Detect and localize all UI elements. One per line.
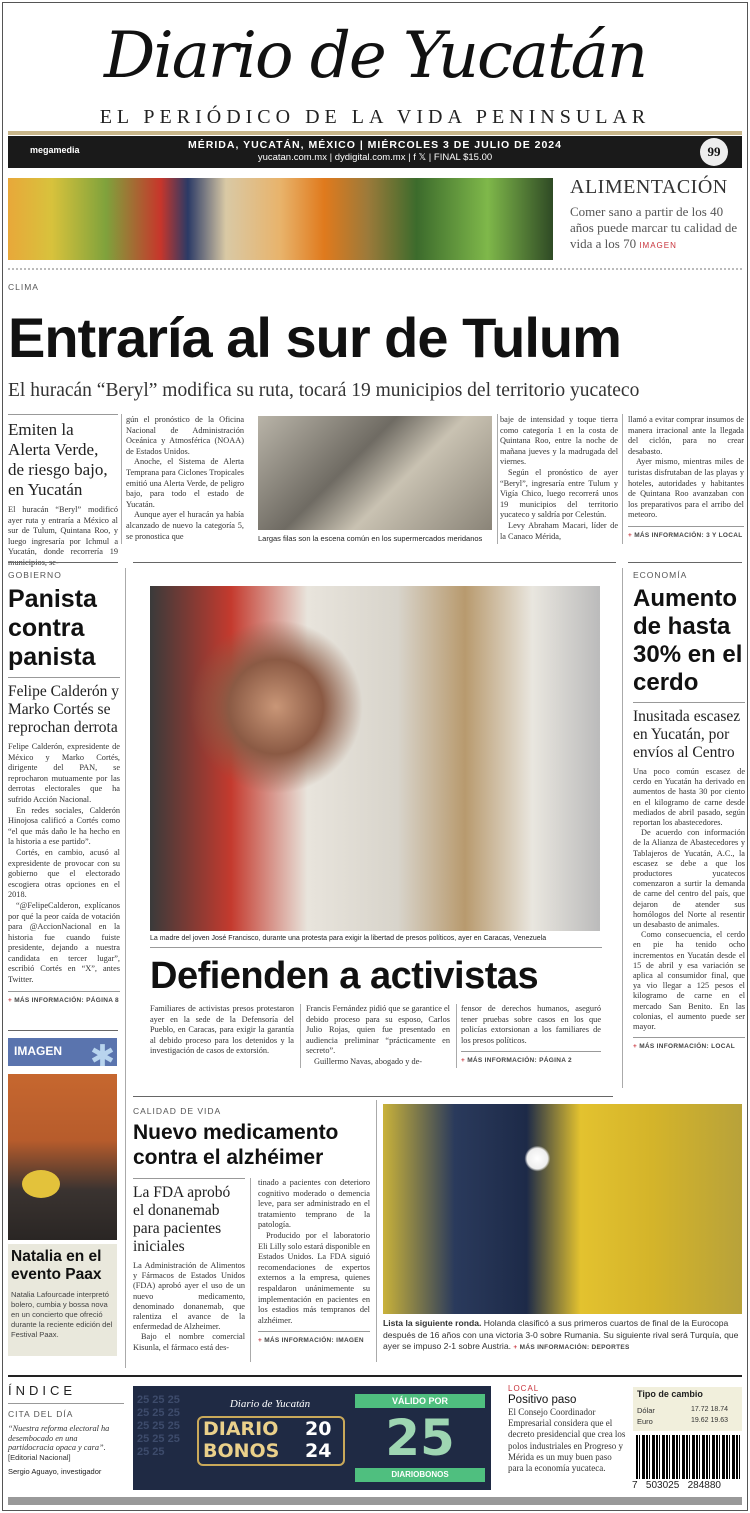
local-headline[interactable]: Positivo paso [508,1394,577,1406]
diariobonos-ad[interactable]: 25 25 25 25 25 25 25 25 25 25 25 25 25 25 Diario de Yucatán DIARIO BONOS 20 24 VÁLIDO POR 25 DIARIOBONOS [133,1386,491,1490]
gobierno-subhead: Felipe Calderón y Marko Cortés se reprochan derrota [8,683,120,736]
dateline: MÉRIDA, YUCATÁN, MÉXICO | MIÉRCOLES 3 DE JULIO DE 2024 [188,139,562,151]
salud-col1: La Administración de Alimentos y Fármacos de Estados Unidos (FDA) aprobó ayer el uso de un nuevo medicamento, denominado donanemab, que ralentiza el avance de la enfermedad de Alzheimer. Bajo el nombre comercial Kisunla, el fármaco está des- [133,1261,245,1352]
lead-subhead: Emiten la Alerta Verde, de riesgo bajo, en Yucatán [8,420,108,499]
salud-more-info[interactable]: + MÁS INFORMACIÓN: IMAGEN [258,1337,364,1345]
cita-label: CITA DEL DÍA [8,1409,74,1419]
venezuela-col3: fensor de derechos humanos, aseguró tener pruebas sobre casos en los que policías extorsionan a los familiares de los presos políticos. [461,1004,601,1045]
lead-headline[interactable]: Entraría al sur de Tulum [8,306,621,369]
section-label-clima: CLIMA [8,282,39,292]
imagen-banner: IMAGEN ✱ [8,1038,117,1066]
salud-col2: tinado a pacientes con deterioro cognitivo moderado o demencia leve, para ser administrado en el tratamiento temprano de la patología. Producido por el laboratorio Eli Lilly solo estará disponible en Estados Unidos. La FDA siguió recomendaciones de expertos externos a la empresa, quienes respaldaron unánimemente su implementación en pacientes en los estadios más tempranos del alzhéimer. [258,1178,370,1325]
dotted-divider [8,268,742,270]
local-block [508,1384,626,1474]
gold-rule [8,131,742,135]
section-label-gobierno: GOBIERNO [8,570,62,580]
section-label-calidad: CALIDAD DE VIDA [133,1106,222,1116]
lead-deck: El huracán “Beryl” modifica su ruta, tocará 19 municipios del territorio yucateco [8,380,640,401]
index-title: ÍNDICE [8,1383,77,1398]
asterisk-icon: ✱ [89,1039,115,1074]
economia-subhead: Inusitada escasez en Yucatán, por envíos al Centro [633,708,741,761]
exchange-rates: Tipo de cambio Dólar 17.72 18.74 Euro 19.62 19.63 [633,1387,742,1431]
index-block [8,1383,124,1476]
economia-block [633,570,745,1050]
soccer-caption: Lista la siguiente ronda. Holanda clasificó a sus primeros cuartos de final de la Eurocopa después de 16 años con una victoria 3-0 sobre Rumania. Su siguiente rival será Turquía, que ayer se impuso 2-1 sobre Austria. + MÁS INFORMACIÓN: DEPORTES [383,1318,739,1351]
dateline-bar [8,136,742,168]
masthead-tagline: EL PERIÓDICO DE LA VIDA PENINSULAR [99,106,651,128]
venezuela-col1: Familiares de activistas presos protestaron ayer en la sede de la Defensoría del Pueblo, en Caracas, para exigir la garantía al debido proceso para los detenidos y la investigación de casos de extorsión. [150,1004,294,1056]
economia-more-info[interactable]: + MÁS INFORMACIÓN: LOCAL [633,1043,736,1051]
ad-pattern: 25 25 25 25 25 25 25 25 25 25 25 25 25 25 [137,1394,180,1458]
footer-bar [8,1497,742,1505]
salud-col1-block [133,1178,245,1353]
promo-text[interactable]: Comer sano a partir de los 40 años puede marcar tu calidad de vida a los 70 IMAGEN [570,204,738,251]
gobierno-body: Felipe Calderón, expresidente de México y Marko Cortés, dirigente del PAN, se reprocharon mutuamente por las derrotas electorales que ha sufrido Acción Nacional. En redes sociales, Calderón Hinojosa calificó a Cortés como “el que más daño le ha hecho en la historia a ese partido”. Cortés, en cambio, acusó al expresidente de provocar con su gobierno que el electorado escogiera otras opciones en el 2018. “@FelipeCalderon, explícanos por qué la peor caída de votación para @AccionNacional en la historia fue cuando fuiste presidente, dejando a nuestra candidata en tercer lugar”, escribió Cortés en “X”, antes Twitter. [8,742,120,985]
lead-col5: llamó a evitar comprar insumos de manera irracional ante la llegada del ciclón, para no crear desabasto. Ayer mismo, mientras miles de turistas disfrutaban de las playas y hoteles, autoridades y habitantes de Quintana Roo avanzaban con los preparativos para el arribo del meteoro. [628,415,744,520]
economia-headline[interactable]: Aumento de hasta 30% en el cerdo [633,585,743,696]
venezuela-col2: Francis Fernández pidió que se garantice el debido proceso para su esposo, Carlos Julio Rojas, quien fue presentado en audiencia preliminar “prácticamente en secreto”. Guillermo Navas, abogado y de- [306,1004,450,1066]
food-promo-image[interactable] [8,178,553,260]
soccer-photo[interactable] [383,1104,742,1314]
quote-author: Sergio Aguayo, investigador [8,1467,102,1476]
economia-body: Una poco común escasez de cerdo en Yucatán ha derivado en aumentos de hasta 30 por ciento en el kilogramo de carne desde mediados de abril pasado, según reportan los abastecedores. De acuerdo con información de la Alianza de Abastecedores y Tablajeros de Yucatán, A.C., la escasez se debe a que los productores yucatecos comenzaron a surtir la demanda de carne del centro del país, que dejaron de atender sus homólogos del Norte al resentir un desabasto de animales. Como consecuencia, el cerdo en pie ha tenido ocho incrementos en Yucatán desde el 15 de abril y esa variación se aplica al consumidor final, que ya vio llegar a 125 pesos el kilogramo de carne en el mercado San Benito. En las colonias, el aumento puede ser mayor. [633,767,745,1032]
supermarket-photo[interactable] [258,416,492,530]
lead-col4: baje de intensidad y toque tierra como categoría 1 en la costa de Quintana Roo, entre la noche de mañana jueves y la madrugada del viernes. Según el pronóstico de ayer “Beryl”, ingresaría entre Tulum y Vigía Chico, luego recorrerá unos 19 municipios del territorio yucateco y saldría por Celestún. Levy Abraham Macari, líder de la Canaco Mérida, [500,415,618,541]
masthead-title: Diario de Yucatán [103,19,647,93]
lead-col2: gún el pronóstico de la Oficina Nacional de Administración Oceánica y Atmosférica (NOAA) de Estados Unidos. Anoche, el Sistema de Alerta Temprana para Ciclones Tropicales emitió una Alerta Verde, de peligro bajo, para todo el estado de Yucatán. Aunque ayer el huracán ya había alcanzado de nuevo la categoría 5, se pronostica que [126,415,244,541]
supermarket-caption: Largas filas son la escena común en los supermercados meridanos [258,534,483,543]
concert-photo[interactable] [8,1074,117,1240]
venezuela-more-info[interactable]: + MÁS INFORMACIÓN: PÁGINA 2 [461,1057,572,1065]
lead-col5-block [628,415,744,539]
venezuela-col3-block [461,1004,601,1064]
gobierno-headline[interactable]: Panista contra panista [8,585,97,671]
protest-photo[interactable] [150,586,600,931]
barcode-number: 7 503025 284880 [632,1480,744,1492]
barcode [636,1435,740,1479]
anniversary-seal: 99 [700,138,728,166]
local-text: El Consejo Coordinador Empresarial considera que el decreto presidencial que crea los polos industriales en Progreso y Mérida es un muy buen paso para la economía yucateca. [508,1407,626,1474]
venezuela-headline[interactable]: Defienden a activistas [150,955,539,997]
quote: “Nuestra reforma electoral ha desembocado en una partidocracia opaca y cara”. [Editorial Nacional] [8,1424,110,1462]
lead-col1: El huracán “Beryl” modificó ayer ruta y entraría a México al sur de Tulum, Quintana Roo, y luego ingresaría por Ichmul a Yucatán, donde recorrería 19 [8,505,118,557]
imagen-story[interactable]: Natalia en el evento Paax Natalia Lafourcade interpretó bolero, cumbia y bossa nova en un concierto que ofreció durante la reciente edición del Festival Paax. [8,1244,117,1356]
gobierno-more-info[interactable]: + MÁS INFORMACIÓN: PÁGINA 8 [8,996,119,1004]
lead-more-info[interactable]: + MÁS INFORMACIÓN: 3 Y LOCAL [628,531,743,539]
websites[interactable]: yucatan.com.mx | dydigital.com.mx | f 𝕏 | FINAL $15.00 [257,152,493,163]
megamedia-logo: megamedia [30,145,80,155]
salud-col2-block [258,1178,370,1344]
gobierno-block [8,570,120,1004]
section-label-economia: ECONOMÍA [633,570,688,580]
salud-headline[interactable]: Nuevo medicamento contra el alzhéimer [133,1121,339,1169]
lead-col1-block [8,414,118,569]
deportes-more-info[interactable]: + MÁS INFORMACIÓN: DEPORTES [513,1344,630,1351]
protest-caption: La madre del joven José Francisco, durante una protesta para exigir la libertad de presos políticos, ayer en Caracas, Venezuela [150,935,547,942]
promo-section: ALIMENTACIÓN [570,176,728,198]
local-label: LOCAL [508,1384,540,1393]
salud-subhead: La FDA aprobó el donanemab para pacientes iniciales [133,1184,231,1255]
